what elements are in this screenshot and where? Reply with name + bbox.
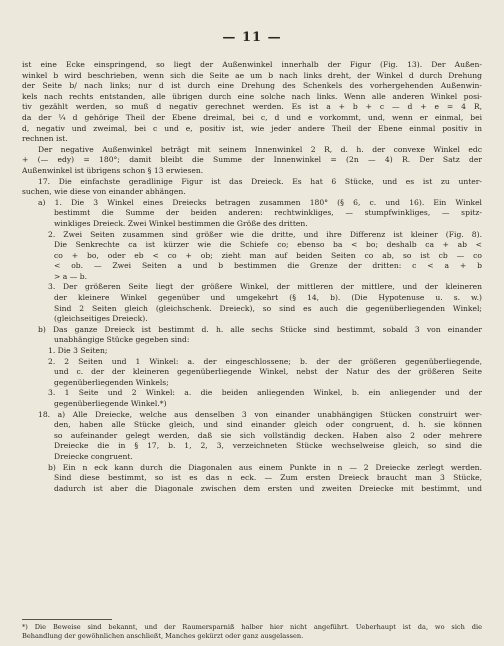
- text-line: 1. Die 3 Seiten;: [48, 346, 108, 356]
- text-line: + (— edy) = 180°; damit bleibt die Summe der Innenwinkel = (2n — 4) R. Der Satz der: [22, 155, 482, 165]
- page-number-text: — 11 —: [222, 30, 282, 45]
- page-number: [0, 30, 504, 45]
- text-line: rechnen ist.: [22, 134, 68, 144]
- text-line: b) Ein n eck kann durch die Diagonalen aus einem Punkte in n — 2 Dreiecke zerlegt werden.: [48, 462, 482, 472]
- footnote-rule: [22, 619, 112, 620]
- text-line: dadurch ist aber die Diagonale zwischen dem ersten und zweiten Dreiecke mit bestimmt, und: [54, 483, 482, 493]
- text-line: 3. 1 Seite und 2 Winkel: a. die beiden anliegenden Winkel, b. ein anliegender und der: [48, 388, 482, 398]
- footnote: [22, 623, 482, 641]
- text-line: 2. Zwei Seiten zusammen sind größer wie die dritte, und ihre Differenz ist kleiner (Fig. 8).: [48, 229, 482, 239]
- text-line: bestimmt die Summe der beiden anderen: rechtwinkliges, — stumpfwinkliges, — spitz-: [54, 208, 482, 218]
- text-line: und c. der der kleineren gegenüberliegende Winkel, nebst der Natur des der größeren Seite: [54, 367, 482, 377]
- text-line: Dreiecke die in § 17, b. 1, 2, 3, verzeichneten Stücke wechselweise gleich, so sind die: [54, 441, 482, 451]
- text-line: 18. a) Alle Dreiecke, welche aus denselben 3 von einander unabhängigen Stücken construirt wer-: [38, 409, 482, 419]
- text-line: so aufeinander gelegt werden, daß sie sich vollständig decken. Haben also 2 oder mehrere: [54, 430, 482, 440]
- text-line: b) Das ganze Dreieck ist bestimmt d. h. alle sechs Stücke sind bestimmt, sobald 3 von einander: [38, 324, 482, 334]
- text-line: der kleinere Winkel gegenüber und umgekehrt (§ 14, b). (Die Hypotenuse u. s. w.): [54, 293, 482, 303]
- text-line: d, negativ und zweimal, bei c und e, positiv ist, wie jeder andere Theil der Ebene einmal positiv in: [22, 123, 482, 133]
- footnote-line: Behandlung der gewöhnlichen anschließt, Manches gekürzt oder ganz ausgelassen.: [22, 632, 304, 640]
- text-line: den, haben alle Stücke gleich, und sind einander gleich oder congruent, d. h. sie können: [54, 420, 482, 430]
- text-line: Der negative Außenwinkel beträgt mit seinem Innenwinkel 2 R, d. h. der convexe Winkel edc: [38, 144, 482, 154]
- text-line: gegenüberliegenden Winkels;: [54, 377, 169, 387]
- text-line: gegenüberliegende Winkel.*): [54, 399, 167, 408]
- text-line: Sind diese bestimmt, so ist es das n eck. — Zum ersten Dreieck braucht man 3 Stücke,: [54, 473, 482, 483]
- text-line: 17. Die einfachste geradlinige Figur ist das Dreieck. Es hat 6 Stücke, und es ist zu unter-: [38, 176, 482, 186]
- text-line: suchen, wie diese von einander abhängen.: [22, 187, 186, 197]
- text-line: 3. Der größeren Seite liegt der größere Winkel, der mittleren der mittlere, und der kleineren: [48, 282, 482, 292]
- text-line: ist eine Ecke einspringend, so liegt der Außenwinkel innerhalb der Figur (Fig. 13). Der Außen-: [22, 60, 482, 69]
- footnote-line: *) Die Beweise sind bekannt, und der Raumersparniß halber hier nicht angeführt. Ueberhaupt ist da, wo sich die: [22, 623, 482, 631]
- text-line: Sind 2 Seiten gleich (gleichschenk. Dreieck), so sind es auch die gegenüberliegenden Winkel;: [54, 303, 482, 313]
- text-line: Die Senkrechte ca ist kürzer wie die Schiefe co; ebenso ba < bo; deshalb ca + ab <: [54, 240, 482, 250]
- text-line: winkel b wird beschrieben, wenn sich die Seite ae um b nach links dreht, der Winkel d durch Drehung: [22, 70, 482, 80]
- text-line: co + bo, oder eb < co + ob; zieht man auf beiden Seiten co ab, so ist cb — co: [54, 250, 482, 260]
- text-line: (gleichseitiges Dreieck).: [54, 314, 148, 324]
- text-line: Dreiecke congruent.: [54, 451, 133, 461]
- text-line: tiv gezählt werden, so muß d negativ gerechnet werden. Es ist a + b + c — d + e = 4 R,: [22, 102, 482, 112]
- text-line: > a — b.: [54, 271, 88, 281]
- text-line: der Seite b/ nach links; nur d ist durch eine Drehung des Schenkels des vorhergehenden Außenwin-: [22, 81, 482, 91]
- text-line: a) 1. Die 3 Winkel eines Dreiecks betragen zusammen 180° (§ 6, c. und 16). Ein Winkel: [38, 197, 482, 207]
- text-line: < ob. — Zwei Seiten a und b bestimmen die Grenze der dritten: c < a + b: [54, 261, 482, 271]
- text-line: winkliges Dreieck. Zwei Winkel bestimmen die Größe des dritten.: [54, 218, 308, 228]
- body-text: [22, 60, 482, 494]
- text-line: Außenwinkel ist übrigens schon § 13 erwiesen.: [22, 165, 204, 175]
- text-line: da der ¼ d gehörige Theil der Ebene dreimal, bei c, d und e vorkommt, und, wenn er einmal, bei: [22, 112, 482, 122]
- text-line: kels nach rechts entstanden, alle übrigen durch eine solche nach links. Wenn alle anderen Winkel posi-: [22, 91, 482, 101]
- text-line: unabhängige Stücke gegeben sind:: [54, 335, 190, 345]
- text-line: 2. 2 Seiten und 1 Winkel: a. der eingeschlossene; b. der der größeren gegenüberliegende,: [48, 356, 482, 366]
